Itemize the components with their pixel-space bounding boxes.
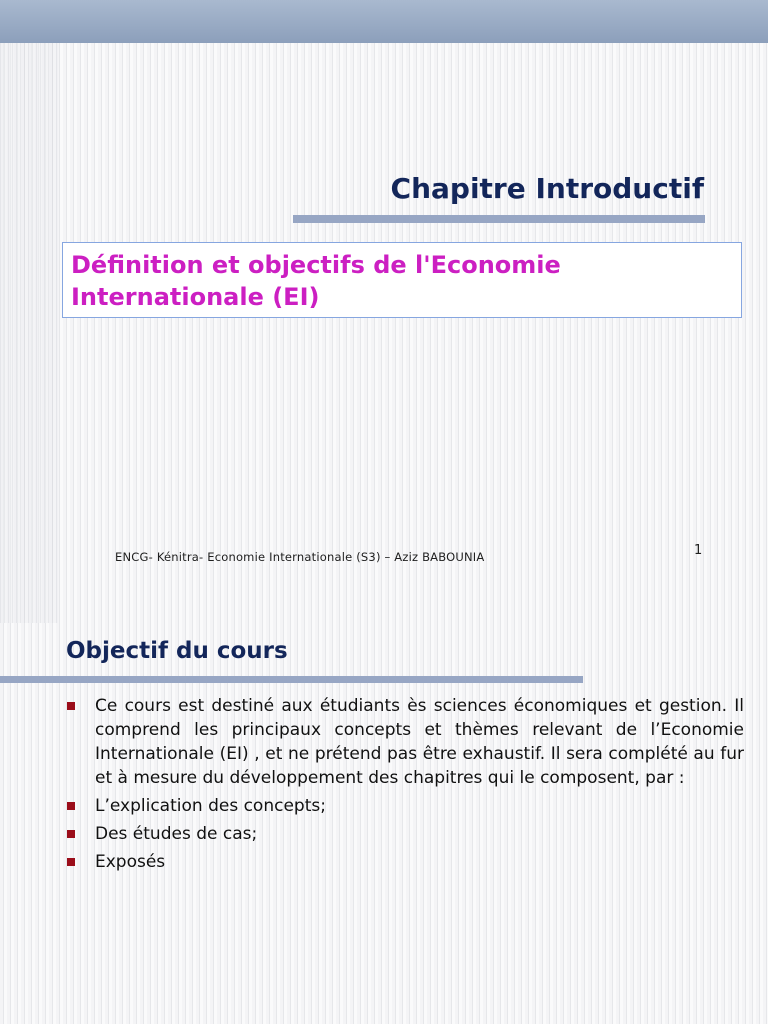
list-item-text: L’explication des concepts; [95,796,326,816]
square-bullet-icon [67,858,75,866]
list-item [64,794,744,818]
definition-text: Définition et objectifs de l'Economie Internationale (EI) [71,251,561,311]
square-bullet-icon [67,702,75,710]
definition-box [62,242,742,318]
bullet-list [64,694,744,878]
list-item [64,850,744,874]
slide-title: Chapitre Introductif [390,172,704,205]
list-item-text: Des études de cas; [95,824,258,844]
section-title: Objectif du cours [66,638,288,664]
section-title-underline [0,676,583,683]
top-banner [0,0,768,43]
title-underline [293,215,705,223]
list-item-text: Exposés [95,852,166,872]
page-number: 1 [694,543,703,558]
list-item [64,694,744,790]
slide-footer: ENCG- Kénitra- Economie Internationale (S3) – Aziz BABOUNIA [115,550,485,564]
square-bullet-icon [67,802,75,810]
list-item [64,822,744,846]
square-bullet-icon [67,830,75,838]
list-item-text: Ce cours est destiné aux étudiants ès sciences économiques et gestion. Il comprend les principaux concepts et thèmes relevant de l’Economie Internationale (EI) , et ne prétend pas être exhaustif. Il sera complété au fur et à mesure du développement des chapitres qui le composent, par : [95,696,744,788]
left-decorative-strip [0,43,58,623]
